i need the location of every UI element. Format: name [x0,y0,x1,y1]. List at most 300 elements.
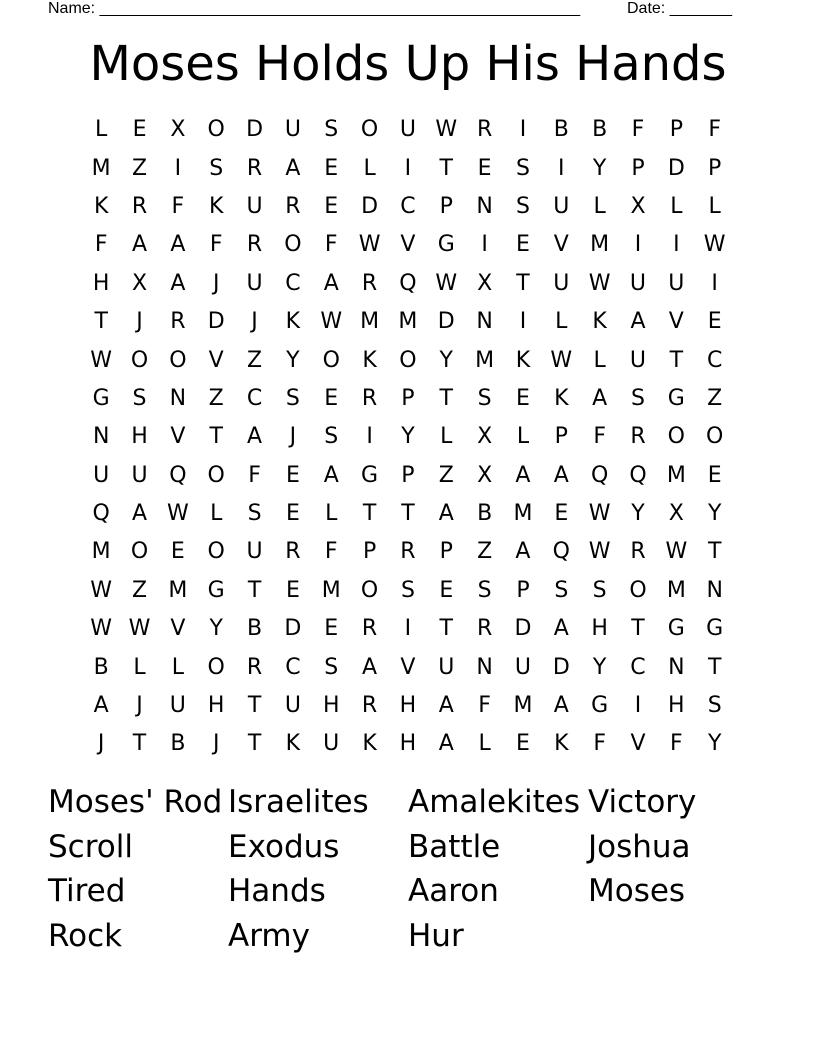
grid-letter: W [90,347,113,373]
grid-letter: V [668,309,684,335]
grid-letter: U [246,270,263,296]
grid-letter: Z [707,385,723,411]
grid-letter: Q [92,501,110,527]
grid-letter: O [207,117,225,143]
grid-letter: T [707,539,722,565]
grid-letter: O [207,539,225,565]
grid-letter: B [553,117,569,143]
grid-row [82,533,734,571]
grid-letter: U [438,654,455,680]
grid-letter: F [631,117,645,143]
grid-letter: Y [707,731,722,757]
grid-letter: J [251,309,258,335]
grid-letter: P [708,155,722,181]
word-bank-item: Victory [588,784,697,820]
grid-letter: T [439,385,453,411]
grid-letter: B [592,117,608,143]
grid-letter: F [708,117,721,143]
grid-letter: A [553,462,569,488]
grid-letter: U [399,117,416,143]
grid-letter: O [322,347,340,373]
grid-letter: T [94,309,108,335]
grid-letter: U [284,693,301,719]
grid-letter: T [209,424,223,450]
grid-letter: A [170,232,186,258]
grid-letter: R [131,193,148,219]
grid-letter: O [706,424,724,450]
grid-letter: Y [286,347,300,373]
grid-letter: K [515,347,531,373]
grid-letter: K [285,731,301,757]
grid-letter: D [552,654,570,680]
grid-letter: A [438,693,454,719]
grid-letter: Q [169,462,187,488]
word-bank-item: Moses [588,873,686,910]
grid-letter: U [246,193,263,219]
grid-letter: T [439,155,453,181]
grid-letter: Q [399,270,417,296]
grid-letter: G [437,232,455,258]
grid-letter: R [285,539,301,565]
grid-letter: V [630,731,646,757]
word-bank-item: Army [228,918,310,955]
grid-letter: T [132,731,147,757]
grid-letter: L [670,193,683,219]
grid-letter: E [707,462,722,488]
grid-letter: X [477,270,493,296]
word-bank-item: Aaron [408,873,499,910]
grid-letter: A [362,654,378,680]
grid-letter: X [668,501,684,527]
grid-letter: E [516,731,530,757]
grid-row [82,149,734,187]
grid-letter: I [404,155,412,181]
grid-letter: R [630,539,646,565]
word-bank-item: Joshua [588,828,691,865]
grid-letter: U [284,117,301,143]
grid-letter: T [362,501,377,527]
grid-letter: Q [590,462,609,488]
word-bank-item: Hands [228,873,326,910]
grid-letter: A [131,232,148,258]
grid-letter: O [399,347,417,373]
grid-letter: J [136,309,143,335]
grid-letter: S [515,193,530,219]
grid-letter: T [247,577,262,603]
word-bank-item: Moses' Rod [48,784,223,820]
grid-letter: P [631,155,645,181]
grid-letter: Q [629,462,647,488]
grid-letter: N [706,577,723,603]
grid-letter: A [323,270,339,296]
grid-letter: I [673,232,680,258]
grid-row [82,687,734,725]
grid-letter: R [246,155,263,181]
grid-letter: W [588,270,611,296]
grid-letter: S [477,577,492,603]
grid-letter: N [476,193,493,219]
grid-letter: F [171,193,185,219]
grid-letter: S [631,385,645,411]
grid-letter: L [363,155,376,181]
page-title: Moses Holds Up His Hands [89,36,727,92]
grid-letter: R [361,693,378,719]
grid-letter: I [366,424,373,450]
grid-row [82,265,734,303]
word-bank-item: Tired [48,873,126,910]
grid-letter: S [554,577,569,603]
grid-letter: R [361,616,378,642]
grid-letter: M [360,309,380,335]
grid-letter: P [516,577,530,603]
grid-letter: X [477,424,493,450]
grid-letter: Y [209,616,223,642]
grid-letter: L [478,731,491,757]
grid-letter: E [477,155,492,181]
grid-row [82,303,734,341]
grid-letter: M [590,232,610,258]
grid-letter: W [435,270,458,296]
grid-letter: G [706,616,724,642]
grid-letter: E [285,577,300,603]
grid-letter: F [209,232,223,258]
grid-letter: P [401,385,415,411]
grid-row [82,610,734,648]
grid-letter: H [92,270,110,296]
grid-letter: E [516,232,530,258]
grid-letter: S [592,577,607,603]
grid-letter: E [132,117,147,143]
grid-letter: S [477,385,492,411]
grid-letter: V [208,347,224,373]
grid-letter: E [707,309,722,335]
grid-letter: M [321,577,341,603]
grid-letter: S [707,693,722,719]
grid-letter: T [401,501,415,527]
grid-letter: E [285,462,300,488]
grid-letter: K [554,731,569,757]
grid-letter: L [440,424,453,450]
grid-letter: Y [401,424,415,450]
grid-letter: Z [208,385,224,411]
grid-letter: Z [438,462,454,488]
grid-letter: A [515,539,531,565]
grid-row [82,648,734,686]
grid-letter: D [284,616,302,642]
grid-letter: F [593,424,606,450]
grid-letter: H [668,693,685,719]
grid-letter: W [588,539,611,565]
grid-letter: F [478,693,491,719]
grid-letter: P [362,539,377,565]
grid-letter: L [133,654,146,680]
grid-letter: E [324,155,339,181]
grid-letter: U [323,731,340,757]
grid-letter: R [361,270,378,296]
grid-letter: U [629,270,647,296]
grid-letter: G [361,462,379,488]
grid-letter: U [169,693,186,719]
grid-letter: W [435,117,458,143]
grid-letter: F [94,232,108,258]
grid-letter: F [324,539,338,565]
grid-letter: P [401,462,415,488]
grid-letter: C [630,654,646,680]
word-bank-item: Hur [408,918,464,955]
grid-letter: G [207,577,225,603]
grid-letter: L [593,347,606,373]
grid-letter: J [212,270,220,296]
grid-letter: N [668,654,685,680]
grid-row [82,572,734,610]
grid-letter: Y [592,155,607,181]
grid-letter: B [477,501,493,527]
grid-letter: D [667,155,685,181]
date-field-line: Date: _______ [627,0,732,17]
grid-letter: Y [439,347,453,373]
grid-letter: F [324,232,338,258]
grid-letter: N [476,309,493,335]
grid-letter: Y [707,501,722,527]
grid-letter: E [439,577,454,603]
grid-letter: R [285,193,301,219]
grid-letter: N [476,654,493,680]
grid-letter: A [170,270,186,296]
grid-letter: W [665,539,688,565]
grid-letter: A [93,693,109,719]
grid-letter: P [669,117,683,143]
grid-row [82,457,734,495]
grid-letter: U [553,270,570,296]
grid-letter: D [207,309,225,335]
grid-letter: X [131,270,148,296]
grid-letter: I [404,616,412,642]
grid-letter: D [361,193,379,219]
grid-letter: B [247,616,263,642]
grid-letter: E [516,385,530,411]
grid-letter: I [558,155,565,181]
grid-letter: W [166,501,189,527]
grid-letter: A [630,309,646,335]
grid-letter: M [513,693,533,719]
grid-letter: S [515,155,530,181]
grid-letter: S [400,577,415,603]
grid-letter: B [93,654,109,680]
grid-letter: P [439,539,453,565]
grid-letter: C [285,654,301,680]
word-bank-item: Scroll [48,828,133,865]
grid-letter: I [634,693,642,719]
grid-letter: V [170,424,186,450]
grid-letter: U [131,462,148,488]
grid-row [82,418,734,456]
grid-letter: A [553,693,569,719]
grid-letter: M [398,309,418,335]
grid-letter: I [634,232,642,258]
grid-letter: U [93,462,110,488]
grid-letter: A [323,462,339,488]
grid-letter: P [439,193,453,219]
grid-letter: J [212,731,220,757]
grid-letter: W [588,501,611,527]
grid-letter: S [324,654,339,680]
grid-letter: H [399,693,417,719]
grid-letter: A [285,155,301,181]
grid-letter: K [362,347,377,373]
grid-letter: A [131,501,148,527]
grid-letter: T [669,347,684,373]
grid-letter: L [708,193,721,219]
grid-letter: N [92,424,110,450]
grid-letter: A [438,731,454,757]
grid-letter: I [174,155,182,181]
grid-letter: A [553,616,569,642]
grid-letter: G [591,693,609,719]
grid-letter: M [168,577,188,603]
grid-letter: E [324,193,339,219]
grid-letter: Q [552,539,570,565]
grid-letter: O [169,347,187,373]
grid-letter: K [554,385,569,411]
grid-letter: Y [592,654,607,680]
grid-letter: I [711,270,718,296]
grid-letter: Y [631,501,645,527]
grid-letter: D [437,309,455,335]
grid-letter: V [553,232,569,258]
grid-letter: W [358,232,381,258]
grid-letter: R [246,654,263,680]
grid-letter: V [400,654,416,680]
grid-letter: G [92,385,110,411]
grid-letter: O [360,117,379,143]
grid-letter: P [554,424,568,450]
grid-letter: A [438,501,454,527]
grid-letter: V [170,616,186,642]
grid-letter: E [324,385,339,411]
grid-letter: W [128,616,151,642]
grid-letter: C [400,193,416,219]
grid-letter: S [324,117,339,143]
grid-letter: R [400,539,416,565]
grid-letter: O [667,424,685,450]
grid-letter: S [132,385,147,411]
grid-letter: U [629,347,647,373]
grid-letter: O [130,347,149,373]
grid-letter: S [209,155,224,181]
grid-letter: B [170,731,186,757]
grid-letter: R [246,232,263,258]
grid-letter: K [592,309,607,335]
name-field-line: Name: ______________________________________________________ [48,0,581,17]
grid-letter: T [516,270,530,296]
grid-letter: U [246,539,263,565]
grid-letter: X [477,462,493,488]
grid-letter: I [481,232,488,258]
grid-letter: D [246,117,264,143]
grid-letter: U [514,654,531,680]
grid-letter: C [246,385,263,411]
grid-letter: C [285,270,301,296]
grid-letter: O [360,577,379,603]
grid-letter: D [514,616,532,642]
grid-letter: A [515,462,531,488]
grid-letter: H [322,693,340,719]
grid-letter: M [513,501,533,527]
grid-row [82,380,734,418]
grid-letter: U [553,193,570,219]
grid-letter: O [284,232,302,258]
word-bank [48,780,768,959]
grid-letter: V [400,232,416,258]
grid-row [82,188,734,226]
grid-letter: F [593,731,606,757]
grid-letter: Z [131,155,148,181]
grid-letter: C [706,347,723,373]
word-bank-item: Exodus [228,828,340,865]
grid-letter: E [554,501,569,527]
grid-row [82,226,734,264]
grid-letter: O [629,577,647,603]
grid-letter: O [207,654,225,680]
grid-letter: J [97,731,105,757]
grid-letter: L [210,501,223,527]
grid-letter: S [247,501,262,527]
grid-letter: I [519,117,527,143]
grid-letter: K [208,193,224,219]
grid-row [82,341,734,379]
grid-letter: R [361,385,378,411]
grid-letter: J [289,424,297,450]
grid-letter: R [476,117,493,143]
grid-letter: S [285,385,300,411]
word-search-grid [82,111,734,764]
grid-letter: G [667,385,685,411]
grid-letter: E [324,616,339,642]
grid-letter: U [668,270,685,296]
grid-letter: W [90,577,113,603]
grid-letter: L [171,654,184,680]
grid-letter: X [630,193,646,219]
word-bank-item: Rock [48,918,123,955]
grid-row [82,725,734,763]
grid-letter: M [91,155,111,181]
grid-letter: M [666,577,686,603]
grid-letter: Z [247,347,263,373]
grid-letter: X [170,117,186,143]
grid-letter: O [207,462,225,488]
grid-letter: F [670,731,683,757]
grid-letter: K [93,193,109,219]
grid-letter: M [475,347,495,373]
grid-letter: T [707,654,722,680]
grid-letter: N [169,385,187,411]
grid-letter: R [630,424,646,450]
grid-letter: L [593,193,606,219]
grid-letter: H [399,731,417,757]
grid-letter: A [592,385,608,411]
grid-letter: T [439,616,453,642]
grid-letter: K [285,309,301,335]
grid-letter: M [91,539,111,565]
grid-letter: Z [131,577,148,603]
word-bank-item: Battle [408,828,501,865]
grid-letter: W [703,232,726,258]
word-bank-item: Amalekites [408,784,581,820]
grid-letter: W [90,616,113,642]
grid-letter: H [207,693,225,719]
grid-letter: J [136,693,143,719]
grid-letter: L [95,117,108,143]
